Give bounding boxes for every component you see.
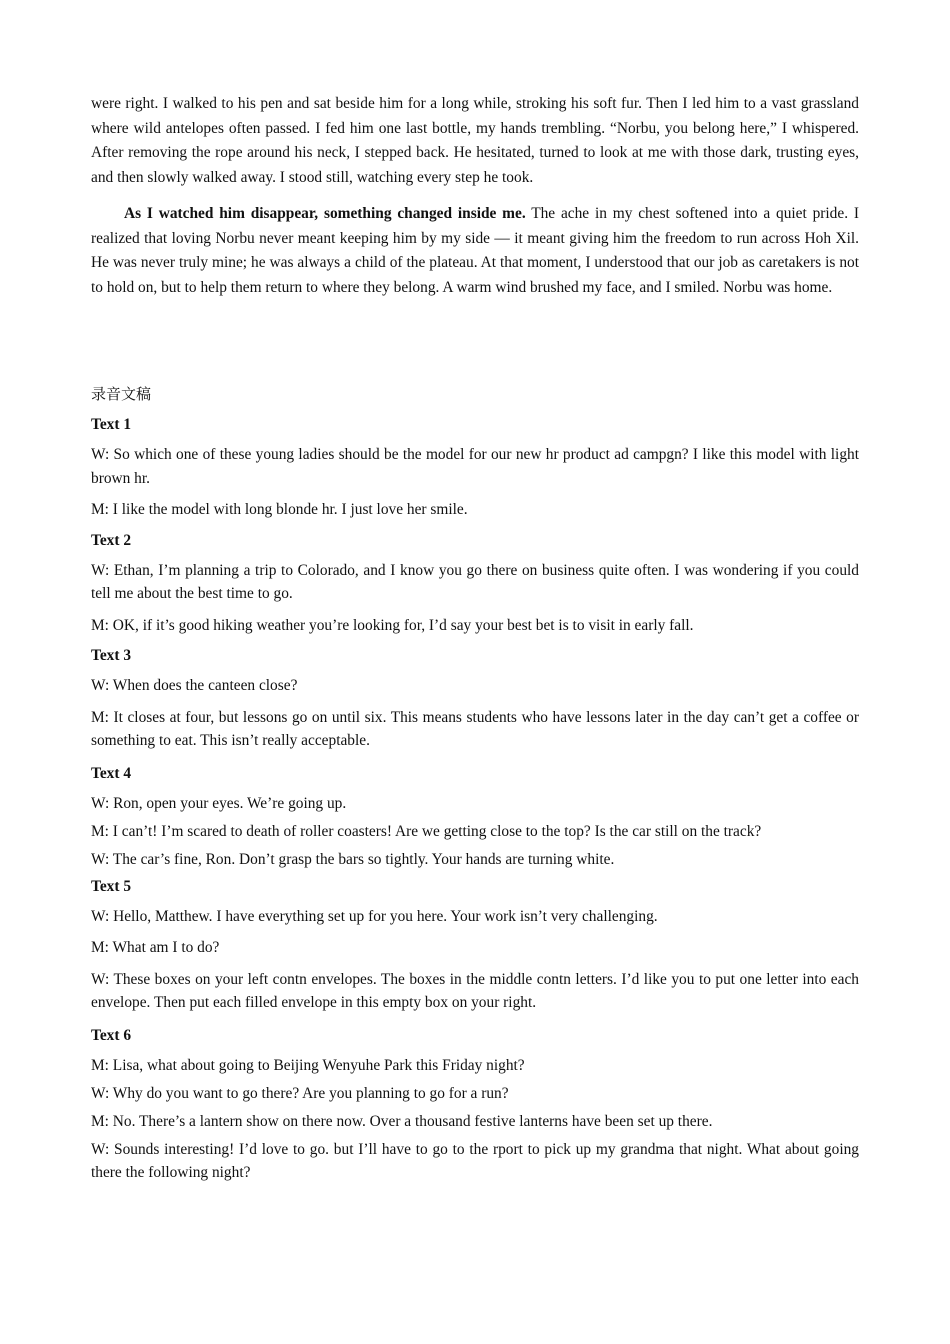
dialogue-line: M: I can’t! I’m scared to death of roller coasters! Are we getting close to the top? Is the car still on the track? xyxy=(91,822,762,840)
dialogue-line: W: The car’s fine, Ron. Don’t grasp the bars so tightly. Your hands are turning white. xyxy=(91,850,615,868)
dialogue-line: M: What am I to do? xyxy=(91,939,220,956)
text-heading: Text 6 xyxy=(91,1026,132,1044)
dialogue-line: W: Ron, open your eyes. We’re going up. xyxy=(91,794,347,812)
story-paragraph-2 xyxy=(91,202,859,300)
dialogue-line: W: Why do you want to go there? Are you planning to go for a run? xyxy=(91,1084,509,1102)
text-heading: Text 5 xyxy=(91,877,132,895)
document-page xyxy=(91,92,859,1193)
transcript-title: 录音文稿 xyxy=(91,385,152,403)
dialogue-line: M: Lisa, what about going to Beijing Wenyuhe Park this Friday night? xyxy=(91,1056,525,1074)
dialogue-line: M: It closes at four, but lessons go on until six. This means students who have lessons later in the day can’t get a coffee or something to eat. This isn’t really acceptable. xyxy=(91,708,859,749)
dialogue-line: M: I like the model with long blonde hr. I just love her smile. xyxy=(91,501,468,518)
dialogue-line: W: Ethan, I’m planning a trip to Colorado, and I know you go there on business quite often. I was wondering if you could tell me about the best time to go. xyxy=(91,561,859,602)
dialogue-line: M: No. There’s a lantern show on there now. Over a thousand festive lanterns have been set up there. xyxy=(91,1112,713,1130)
dialogue-line: M: OK, if it’s good hiking weather you’re looking for, I’d say your best bet is to visit in early fall. xyxy=(91,616,694,634)
dialogue-line: W: Hello, Matthew. I have everything set up for you here. Your work isn’t very challenging. xyxy=(91,907,658,925)
story-paragraph-2-text: The ache in my chest softened into a quiet pride. I realized that loving Norbu never meant keeping him by my side — it meant giving him the freedom to run across Hoh Xil. He was never truly mine; he was always a child of the plateau. At that moment, I understood that our job as caretakers is not to hold on, but to help them return to where they belong. A warm wind brushed my face, and I smiled. Norbu was home. xyxy=(91,205,859,296)
text-heading: Text 1 xyxy=(91,416,132,433)
text-heading: Text 4 xyxy=(91,764,132,782)
story-paragraph-2-bold: As I watched him disappear, something changed inside me. xyxy=(124,205,526,222)
dialogue-line: W: These boxes on your left contn envelopes. The boxes in the middle contn letters. I’d like you to put one letter into each envelope. Then put each filled envelope in this empty box on your right. xyxy=(91,970,859,1011)
dialogue-line: W: When does the canteen close? xyxy=(91,677,298,694)
text-heading: Text 3 xyxy=(91,647,132,664)
spacer xyxy=(91,300,859,382)
story-paragraph-1: were right. I walked to his pen and sat beside him for a long while, stroking his soft fur. Then I led him to a vast grassland where wild antelopes often passed. I fed him one last bottle, my hands trembling. “Norbu, you belong here,” I whispered. After removing the rope around his neck, I stepped back. He hesitated, turned to look at me with those dark, trusting eyes, and then slowly walked away. I stood still, watching every step he took. xyxy=(91,95,859,186)
dialogue-line: W: So which one of these young ladies should be the model for our new hr product ad campgn? I like this model with light brown hr. xyxy=(91,446,859,487)
text-heading: Text 2 xyxy=(91,531,132,549)
dialogue-line: W: Sounds interesting! I’d love to go. but I’ll have to go to the rport to pick up my grandma that night. What about going there the following night? xyxy=(91,1140,859,1181)
